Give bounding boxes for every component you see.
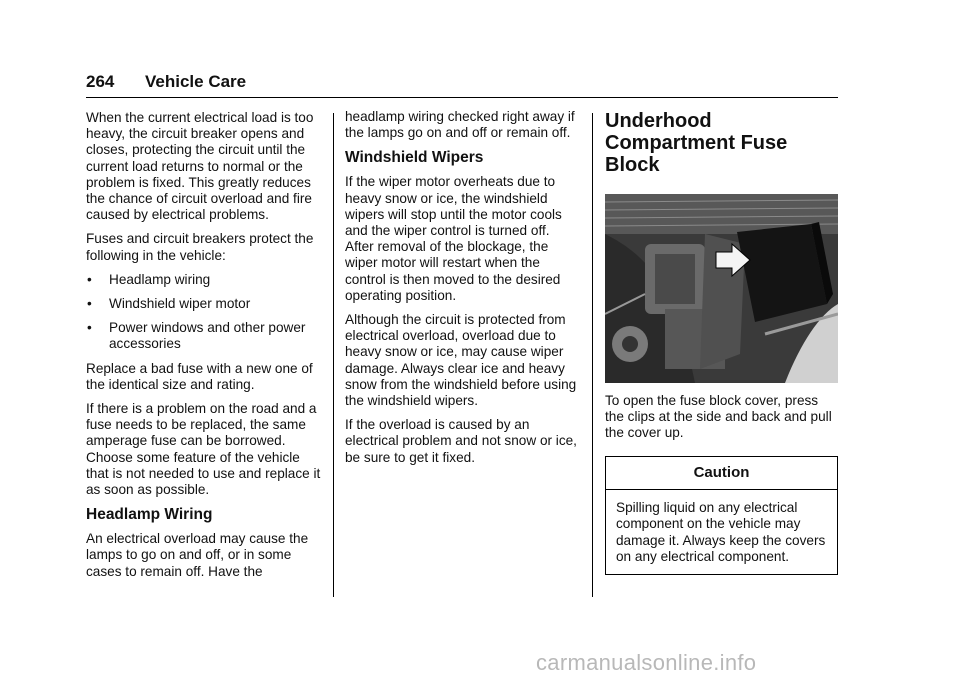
bullet-text: Headlamp wiring [109, 271, 211, 287]
bullet-item [86, 272, 321, 288]
bullet-dot: • [87, 271, 92, 287]
subheading: Windshield Wipers [345, 149, 484, 167]
page-number: 264 [86, 72, 115, 91]
caution-text: Spilling liquid on any electrical component on the vehicle may damage it. Always keep the covers on any electrical component. [616, 499, 826, 565]
column-1 [86, 110, 321, 588]
column-divider [592, 113, 593, 597]
column-2 [345, 109, 581, 474]
paragraph: If the overload is caused by an electrical problem and not snow or ice, be sure to get it fixed. [345, 417, 577, 465]
paragraph: An electrical overload may cause the lamps to go on and off, or in some cases to remain off. Have the [86, 531, 309, 579]
column-3 [605, 110, 840, 575]
bullet-dot: • [87, 320, 92, 336]
paragraph: If there is a problem on the road and a fuse needs to be replaced, the same amperage fuse can be borrowed. Choose some feature of the vehicle that is not needed to use and replace it as soon as possible. [86, 401, 321, 498]
subheading: Headlamp Wiring [86, 506, 213, 524]
paragraph: headlamp wiring checked right away if the lamps go on and off or remain off. [345, 109, 575, 141]
column-divider [333, 113, 334, 597]
paragraph: If the wiper motor overheats due to heavy snow or ice, the windshield wipers will stop until the motor cools and the wiper control is turned off. After removal of the blockage, the wiper motor will restart when the control is then moved to the desired operating position. [345, 174, 562, 303]
caution-title: Caution [606, 457, 837, 490]
engine-bay-fuse-block-photo [605, 194, 838, 383]
paragraph: Replace a bad fuse with a new one of the identical size and rating. [86, 360, 313, 392]
paragraph: To open the fuse block cover, press the clips at the side and back and pull the cover up. [605, 393, 832, 441]
section-title: Vehicle Care [145, 72, 247, 91]
paragraph: Fuses and circuit breakers protect the following in the vehicle: [86, 231, 314, 263]
paragraph: When the current electrical load is too heavy, the circuit breaker opens and closes, protecting the circuit until the current load returns to normal or the problem is fixed. This greatly reduces the chance of circuit overload and fire caused by electrical problems. [86, 110, 314, 223]
bullet-dot: • [87, 296, 92, 312]
bullet-item [86, 296, 321, 312]
bullet-item [86, 320, 321, 352]
section-heading: Underhood Compartment Fuse Block [605, 110, 788, 176]
page-header [86, 72, 838, 100]
watermark-link[interactable]: carmanualsonline.info [536, 650, 757, 675]
bullet-text: Windshield wiper motor [109, 296, 251, 312]
bullet-text: Power windows and other power accessories [109, 320, 306, 352]
caution-box [605, 456, 838, 575]
header-rule [86, 97, 838, 98]
paragraph: Although the circuit is protected from electrical overload, overload due to heavy snow or ice, may cause wiper damage. Always clear ice and heavy snow from the windshield before using the windshield wipers. [345, 312, 577, 409]
